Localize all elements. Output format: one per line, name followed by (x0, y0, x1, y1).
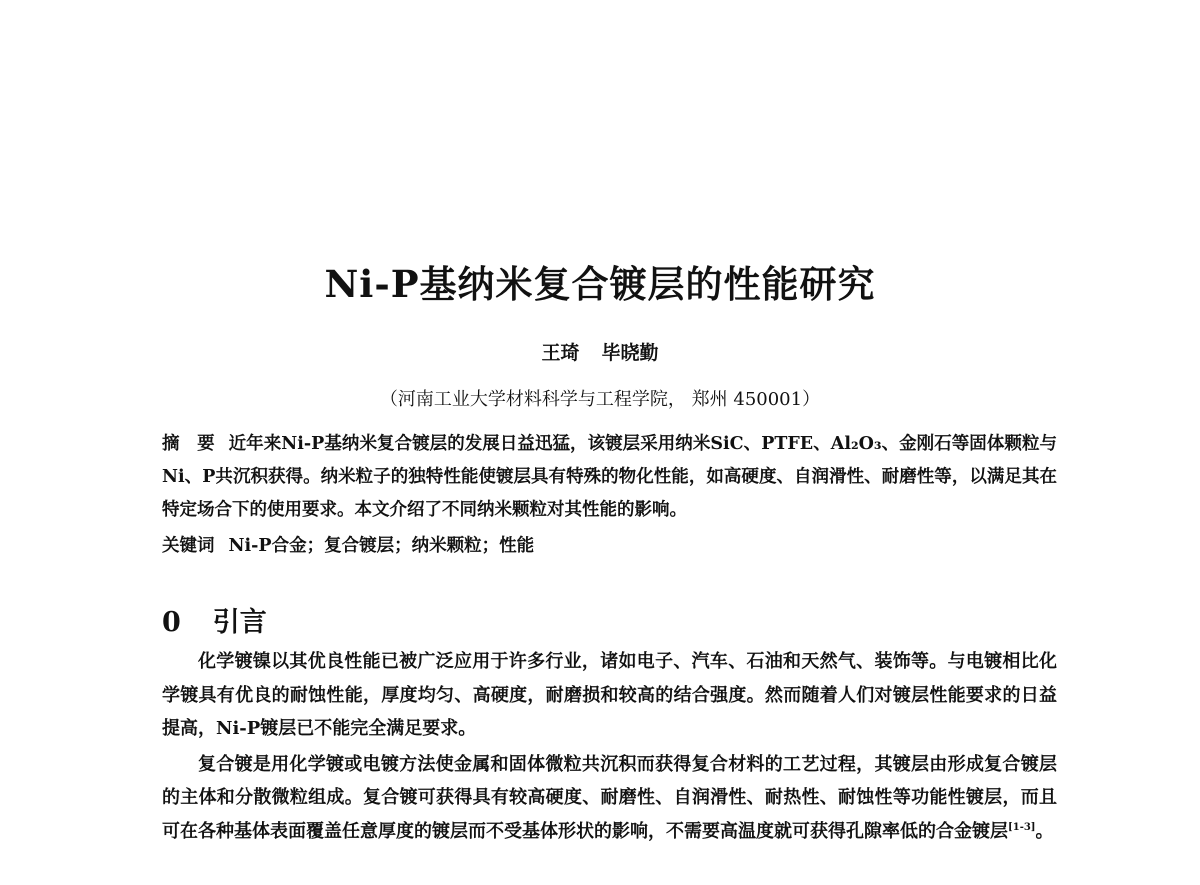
abstract (162, 428, 1057, 527)
author-name: 毕晓勤 (601, 342, 659, 364)
citation-ref: [1-3] (1008, 821, 1036, 833)
paragraph-end: 。 (1035, 820, 1054, 842)
keywords-label: 关键词 (162, 536, 215, 556)
abstract-label: 摘 要 (162, 434, 215, 454)
section-heading (162, 600, 267, 639)
paragraph-text: 化学镀镍以其优良性能已被广泛应用于许多行业，诸如电子、汽车、石油和天然气、装饰等。与电镀相比化学镀具有优良的耐蚀性能，厚度均匀、高硬度，耐磨损和较高的结合强度。然而随着人们对镀层性能要求的日益提高，Ni-P镀层已不能完全满足要求。 (162, 651, 1057, 739)
paper-title: Ni-P基纳米复合镀层的性能研究 (324, 262, 876, 306)
section-title: 引言 (212, 607, 267, 638)
keywords (162, 531, 1057, 561)
affiliation: （河南工业大学材料科学与工程学院， 郑州 450001） (379, 389, 821, 410)
paragraph (162, 748, 1057, 849)
paragraph (162, 645, 1057, 746)
abstract-text: 近年来Ni-P基纳米复合镀层的发展日益迅猛，该镀层采用纳米SiC、PTFE、Al₂O₃、金刚石等固体颗粒与Ni、P共沉积获得。纳米粒子的独特性能使镀层具有特殊的物化性能，如高硬度、自润滑性、耐磨性等，以满足其在特定场合下的使用要求。本文介绍了不同纳米颗粒对其性能的影响。 (162, 434, 1057, 520)
paragraph-text: 复合镀是用化学镀或电镀方法使金属和固体微粒共沉积而获得复合材料的工艺过程，其镀层由形成复合镀层的主体和分散微粒组成。复合镀可获得具有较高硬度、耐磨性、自润滑性、耐热性、耐蚀性等功能性镀层，而且可在各种基体表面覆盖任意厚度的镀层而不受基体形状的影响，不需要高温度就可获得孔隙率低的合金镀层 (162, 753, 1057, 842)
author-name: 王琦 (541, 342, 580, 364)
body-text (162, 645, 1057, 850)
author-list (0, 338, 1200, 365)
keywords-text: Ni-P合金；复合镀层；纳米颗粒；性能 (228, 536, 535, 556)
section-number: 0 (162, 607, 181, 638)
